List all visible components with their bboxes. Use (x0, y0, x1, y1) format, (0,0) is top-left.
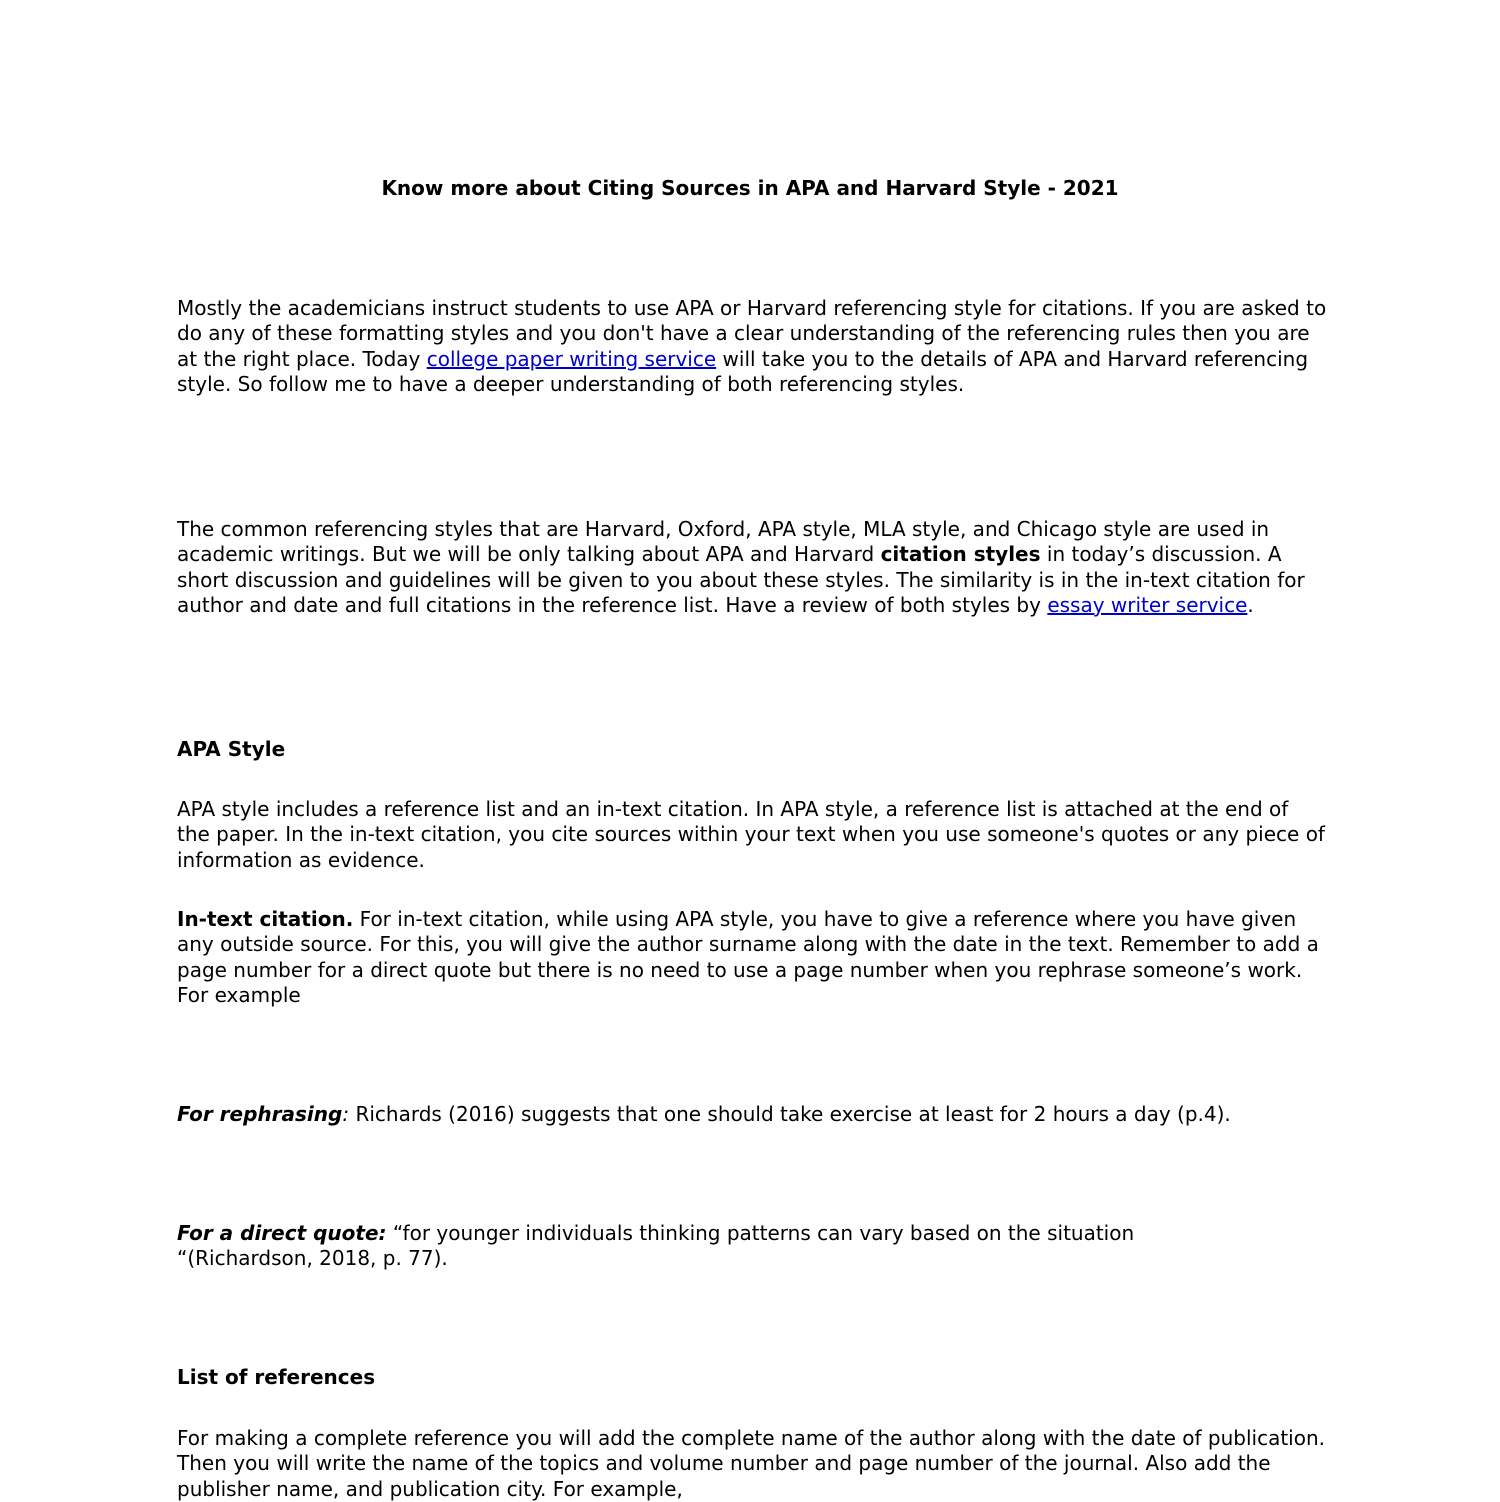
styles-text-mid: in today’s discussion. A short discussion and guidelines will be given to you about these styles. The similarity is in the in-text citation for author and date and full citations in the reference list. Have a review of both styles by (177, 542, 1305, 617)
direct-quote-example (177, 1221, 1187, 1272)
intro-text-start: Mostly the academicians instruct students to use APA or Harvard referencing style for citations. If you are asked to do any of these formatting styles and you don't have a clear understanding of the referencing rules then you are at the right place. Today (177, 296, 1327, 371)
in-text-citation-paragraph (177, 907, 1327, 1008)
intro-paragraph (177, 296, 1327, 397)
apa-style-heading: APA Style (177, 737, 286, 761)
essay-writer-service-link[interactable]: essay writer service (1047, 592, 1248, 617)
list-of-references-heading: List of references (177, 1365, 376, 1389)
styles-paragraph (177, 517, 1327, 618)
college-paper-writing-service-link[interactable]: college paper writing service (426, 346, 717, 371)
references-paragraph: For making a complete reference you will add the complete name of the author along with the date of publication. Then you will write the name of the topics and volume number and page number of the journal. Also add the publisher name, and publication city. For example, (177, 1426, 1325, 1501)
rephrasing-example (177, 1102, 1327, 1127)
apa-paragraph: APA style includes a reference list and an in-text citation. In APA style, a reference list is attached at the end of the paper. In the in-text citation, you cite sources within your text when you use someone's quotes or any piece of information as evidence. (177, 797, 1325, 872)
styles-text-start: The common referencing styles that are Harvard, Oxford, APA style, MLA style, and Chicago style are used in academic writings. But we will be only talking about APA and Harvard (177, 517, 1270, 567)
rephrasing-label: For rephrasing (177, 1102, 343, 1126)
styles-text-end: . (1247, 592, 1254, 617)
intro-text-end: will take you to the details of APA and Harvard referencing style. So follow me to have a deeper understanding of both referencing styles. (177, 346, 1309, 396)
direct-quote-text: “for younger individuals thinking patterns can vary based on the situation “(Richardson, 2018, p. 77). (177, 1221, 1135, 1271)
citation-styles-bold: citation styles (880, 542, 1041, 567)
direct-quote-label: For a direct quote: (177, 1221, 387, 1245)
in-text-citation-text: For in-text citation, while using APA style, you have to give a reference where you have given any outside source. For this, you will give the author surname along with the date in the text. Remember to add a page number for a direct quote but there is no need to use a page number when you rephrase someone’s work. For example (177, 907, 1319, 1007)
rephrasing-text: Richards (2016) suggests that one should take exercise at least for 2 hours a day (p.4). (349, 1102, 1231, 1126)
rephrasing-colon: : (342, 1102, 350, 1126)
document-title: Know more about Citing Sources in APA and Harvard Style - 2021 (381, 176, 1119, 200)
in-text-citation-label: In-text citation. (177, 907, 354, 931)
